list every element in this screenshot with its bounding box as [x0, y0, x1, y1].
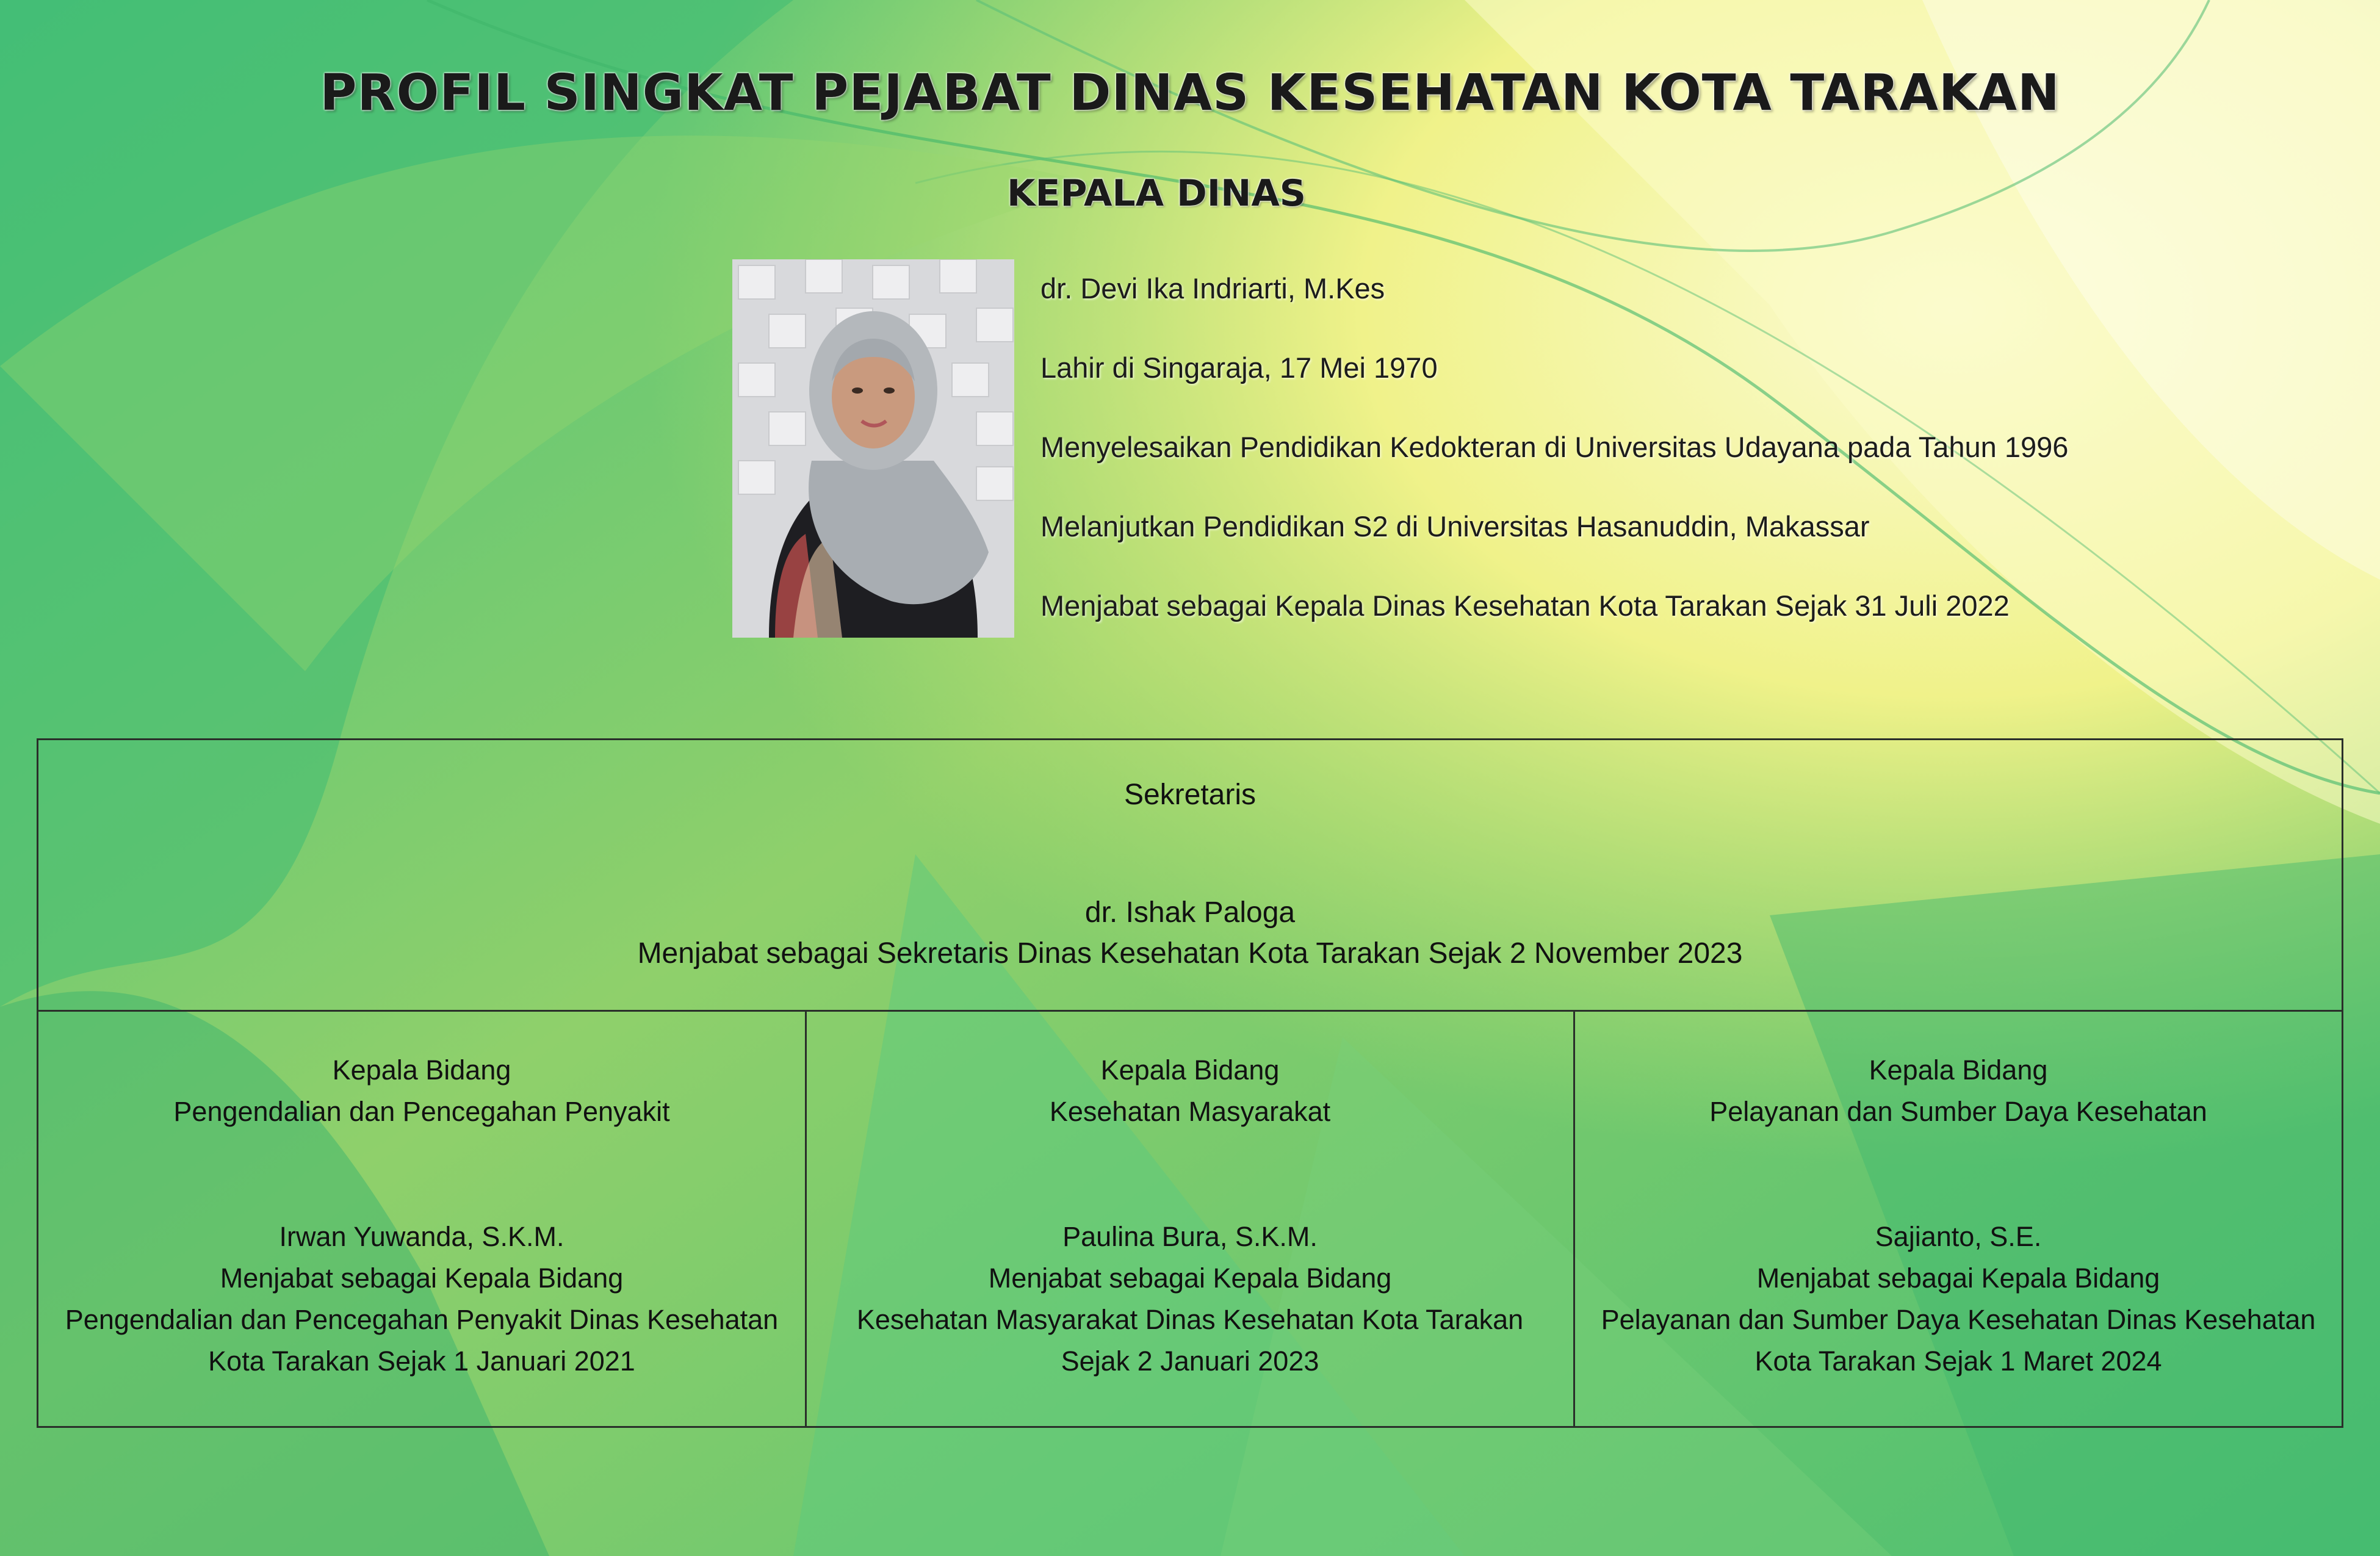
sekretaris-desc: Menjabat sebagai Sekretaris Dinas Kesehatan Kota Tarakan Sejak 2 November 2023 — [637, 937, 1743, 970]
portrait-photo-icon — [732, 259, 1014, 638]
kepala-dinas-photo — [732, 259, 1014, 638]
kepala-bidang-role: Kepala Bidang — [1869, 1054, 2048, 1086]
kepala-bidang-role: Kepala Bidang — [332, 1054, 511, 1086]
org-table — [37, 738, 2343, 1428]
kepala-bidang-desc-line: Kota Tarakan Sejak 1 Maret 2024 — [1754, 1345, 2162, 1377]
kepala-bidang-desc-line: Pengendalian dan Pencegahan Penyakit Dinas Kesehatan — [65, 1304, 779, 1335]
kepala-dinas-education-2: Melanjutkan Pendidikan S2 di Universitas Hasanuddin, Makassar — [1040, 510, 1870, 542]
kepala-dinas-birth: Lahir di Singaraja, 17 Mei 1970 — [1040, 351, 1438, 384]
kepala-bidang-unit: Kesehatan Masyarakat — [1049, 1096, 1331, 1127]
kepala-bidang-desc-line: Menjabat sebagai Kepala Bidang — [1756, 1262, 2160, 1294]
kepala-bidang-name: Irwan Yuwanda, S.K.M. — [279, 1221, 564, 1252]
kepala-bidang-cell-yankes — [1575, 1012, 2342, 1428]
kepala-bidang-unit: Pengendalian dan Pencegahan Penyakit — [173, 1096, 670, 1127]
kepala-bidang-desc-line: Kesehatan Masyarakat Dinas Kesehatan Kota Tarakan — [856, 1304, 1524, 1335]
kepala-bidang-cell-p2p — [38, 1012, 807, 1428]
kepala-dinas-education-1: Menyelesaikan Pendidikan Kedokteran di Universitas Udayana pada Tahun 1996 — [1040, 431, 2069, 463]
kepala-bidang-desc-line: Sejak 2 Januari 2023 — [1061, 1345, 1319, 1377]
kepala-bidang-desc-line: Menjabat sebagai Kepala Bidang — [220, 1262, 624, 1294]
kepala-bidang-unit: Pelayanan dan Sumber Daya Kesehatan — [1709, 1096, 2207, 1127]
kepala-bidang-desc-line: Menjabat sebagai Kepala Bidang — [988, 1262, 1392, 1294]
kepala-bidang-desc-line: Pelayanan dan Sumber Daya Kesehatan Dinas Kesehatan — [1601, 1304, 2316, 1335]
section-title-kepala-dinas: KEPALA DINAS — [1007, 172, 1306, 215]
kepala-bidang-cell-kesmas — [807, 1012, 1575, 1428]
sekretaris-cell — [38, 740, 2342, 1012]
sekretaris-name: dr. Ishak Paloga — [1084, 896, 1296, 929]
page-title: PROFIL SINGKAT PEJABAT DINAS KESEHATAN KOTA TARAKAN — [320, 64, 2060, 122]
kepala-dinas-name: dr. Devi Ika Indriarti, M.Kes — [1040, 272, 1385, 304]
kepala-bidang-desc-line: Kota Tarakan Sejak 1 Januari 2021 — [208, 1345, 635, 1377]
kepala-dinas-position: Menjabat sebagai Kepala Dinas Kesehatan Kota Tarakan Sejak 31 Juli 2022 — [1040, 589, 2010, 622]
kepala-dinas-info — [1040, 268, 2322, 665]
kepala-bidang-name: Sajianto, S.E. — [1875, 1221, 2042, 1252]
kepala-bidang-name: Paulina Bura, S.K.M. — [1062, 1221, 1318, 1252]
kepala-bidang-role: Kepala Bidang — [1100, 1054, 1280, 1086]
sekretaris-role: Sekretaris — [1123, 779, 1257, 811]
kepala-bidang-row — [38, 1012, 2342, 1428]
